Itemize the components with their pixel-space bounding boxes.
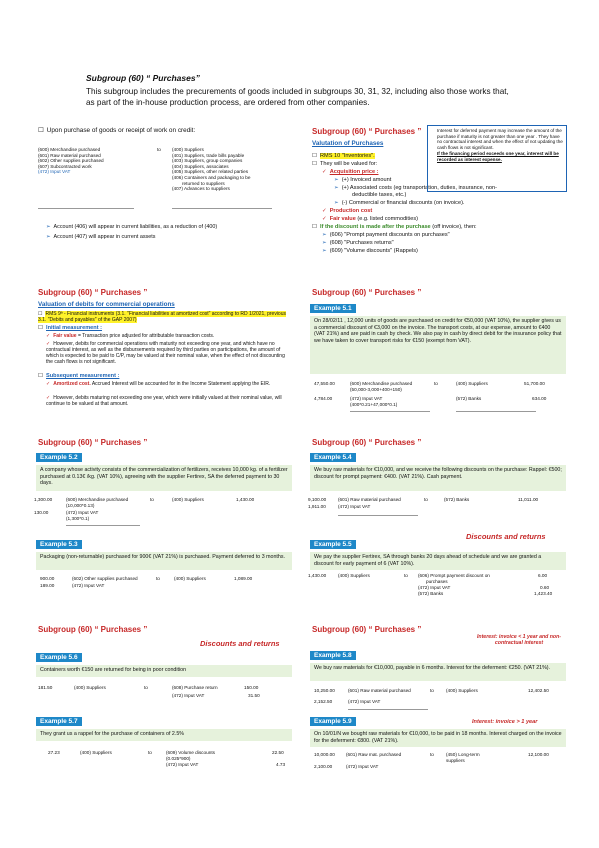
debit-account: (400) Suppliers bbox=[338, 573, 370, 578]
slide-example-5-1 bbox=[306, 285, 568, 413]
to-label: to bbox=[434, 381, 438, 386]
credit-account: (606) Prompt payment discount on bbox=[418, 573, 490, 578]
associated-costs-cont: deductible taxes, etc.) bbox=[352, 192, 407, 198]
invoiced-amount: ➢ (+) Invoiced amount bbox=[334, 177, 391, 184]
note-account-406: ➢ Account (406) will appear in current liabilities, as a reduction of (400) bbox=[46, 224, 217, 231]
example-label: Example 5.7 bbox=[36, 717, 82, 726]
credit-account: (400) Suppliers bbox=[174, 576, 206, 581]
example-label: Example 5.4 bbox=[310, 453, 356, 462]
slide-title: Subgroup (60) “ Purchases ” bbox=[312, 288, 422, 297]
example-text: On 28/02/11 , 12,000 units of goods are purchased on credit for €50,000 (VAT 10%), the supplier gives us a commercial discount of €3,000 on the invoice. The transport costs, at our expense, amount to €400 (VAT 21%) and are paid in cash by check. We also pay in cash by direct debit for the insurance policy that we have taken to cover transport risks for €150 (exempt from VAT). bbox=[310, 316, 566, 374]
example-text: Packaging (non-returnable) purchased for 900€ (VAT 21%) is purchased. Payment deferred to 3 months. bbox=[36, 552, 292, 570]
amount: 9,100.00 bbox=[308, 497, 327, 502]
amount: 10,000.00 bbox=[314, 752, 335, 757]
example-text: We buy raw materials for €10,000, and we receive the following discounts on the purchase: Rappel: €500; discount for prompt payment: €400. (VAT 21%). Cash payment. bbox=[310, 465, 566, 491]
rms-9: ☐ RMS 9ª - Financial instruments (3.1. "Financial liabilities at amortized cost" according to RD 1/2021, previous 3.1. "Debits and payables" of the GAP 2007) bbox=[38, 311, 288, 323]
slide-title: Subgroup (60) “ Purchases ” bbox=[312, 625, 422, 634]
to-label: to bbox=[148, 750, 152, 755]
divider bbox=[66, 525, 140, 526]
credit-amount: 1,430.00 bbox=[236, 497, 255, 502]
amount: 1,300.00 bbox=[34, 497, 53, 502]
initial-measurement: ☐ Initial measurement : bbox=[38, 325, 102, 332]
debit-accounts-list bbox=[38, 147, 104, 175]
divider bbox=[348, 709, 428, 710]
debit-account: (601) Raw material purchased bbox=[338, 497, 401, 502]
credit-account: (472) Input VAT bbox=[172, 693, 205, 698]
credit-account: (404) Suppliers, associates bbox=[172, 163, 229, 169]
credit-amount: 12,100.00 bbox=[528, 752, 549, 757]
section-title: Interest: invoice > 1 year bbox=[472, 719, 538, 725]
amount: 1,430.00 bbox=[308, 573, 327, 578]
example-text: We buy raw materials for €10,000, payable in 6 months. Interest for the deferment: €250. (VAT 21%). bbox=[310, 663, 566, 681]
amount: 4,784.00 bbox=[314, 396, 333, 401]
amount: 900.00 bbox=[40, 576, 55, 581]
credit-amount: 634.00 bbox=[532, 396, 547, 401]
credit-amount: 12,402.50 bbox=[528, 688, 549, 693]
amount: 189.00 bbox=[40, 583, 55, 588]
credit-account: (400) Suppliers bbox=[446, 688, 478, 693]
however2-item: ✓ However, debits maturing not exceeding one year, which were initially valued at their nominal value, will continue to be valued at that amount. bbox=[46, 395, 286, 407]
example-label: Example 5.9 bbox=[310, 717, 356, 726]
example-label: Example 5.5 bbox=[310, 540, 356, 549]
slide-valuation-purchases bbox=[306, 124, 568, 256]
debit-account: (472) Input VAT bbox=[38, 169, 71, 175]
slide-example-5-4-5-5 bbox=[306, 435, 568, 595]
credit-account: (572) Banks bbox=[456, 396, 482, 401]
debit-account: (400) Suppliers bbox=[80, 750, 112, 755]
divider bbox=[38, 208, 134, 209]
credit-accounts-list bbox=[172, 147, 250, 192]
commercial-discounts: ➢ (-) Commercial or financial discounts (on invoice). bbox=[334, 200, 464, 207]
to-label: to bbox=[424, 497, 428, 502]
debit-subcalc: (1,300*0.1) bbox=[66, 516, 90, 521]
divider bbox=[456, 411, 536, 412]
slide-subtitle: Valuation of debits for commercial operations bbox=[38, 301, 175, 308]
debit-account: (472) Input VAT bbox=[72, 583, 105, 588]
credit-account: (405) Suppliers, other related parties bbox=[172, 169, 249, 175]
slide-example-5-6-5-7 bbox=[32, 622, 294, 772]
to-label: to bbox=[144, 685, 148, 690]
debit-subcalc: (400*0.21+47,000*0.1) bbox=[350, 402, 398, 407]
credit-account: purchases bbox=[426, 579, 448, 584]
fair-value: ✓ Fair value (e.g. listed commodities) bbox=[322, 216, 418, 223]
example-label: Example 5.1 bbox=[310, 304, 356, 313]
note-account-407: ➢ Account (407) will appear in current assets bbox=[46, 234, 155, 241]
amount: 181.50 bbox=[38, 685, 53, 690]
to-label: to bbox=[430, 688, 434, 693]
debit-account: (400) Suppliers bbox=[74, 685, 106, 690]
credit-amount: 1,423.40 bbox=[534, 591, 553, 596]
subsequent-measurement: ☐ Subsequent measurement : bbox=[38, 373, 119, 380]
amount: 10,250.00 bbox=[314, 688, 335, 693]
amount: 2,152.50 bbox=[314, 699, 333, 704]
to-label: to bbox=[157, 147, 161, 152]
interest-note-2: If the financing period exceeds one year, interest will be recorded as interest expense. bbox=[437, 150, 559, 162]
rms-10: ☐ RMS 10 "Inventories". bbox=[312, 153, 375, 160]
credit-amount: 6.00 bbox=[538, 573, 548, 578]
section-title: Interest: invoice < 1 year and non-contractual interest bbox=[476, 634, 562, 647]
credit-subcalc: (0.025*900) bbox=[166, 756, 191, 761]
debit-account: (601) Raw material purchased bbox=[38, 152, 101, 158]
credit-account: (450) Long-term bbox=[446, 752, 480, 757]
debit-account: (602) Other supplies purchased bbox=[38, 158, 104, 164]
to-label: to bbox=[404, 573, 408, 578]
divider bbox=[338, 515, 418, 516]
debit-account: (600) Merchandise purchased bbox=[38, 147, 101, 152]
interest-note-1: Interest for deferred payment may increase the amount of the purchase if maturity is not greater than one year . They have no contractual interest and when the effect of not updating the cash flows is not significant. bbox=[437, 128, 563, 151]
page-title: Subgroup (60) “ Purchases” bbox=[86, 73, 200, 83]
credit-amount: 150.00 bbox=[244, 685, 259, 690]
intro-paragraph: This subgroup includes the precurements of goods included in subgroups 30, 31, 32, including also those works that, as part of the in-house production process, are ordered from other companies. bbox=[86, 87, 509, 107]
amount: 47,550.00 bbox=[314, 381, 335, 386]
to-label: to bbox=[430, 752, 434, 757]
divider bbox=[350, 411, 430, 412]
example-text: They grant us a rappel for the purchase of containers of 2.5% bbox=[36, 729, 292, 741]
credit-account: (572) Banks bbox=[418, 591, 444, 596]
debit-account: (601) Raw mat. purchased bbox=[346, 752, 402, 757]
slide-title: Subgroup (60) “ Purchases ” bbox=[312, 438, 422, 447]
production-cost: ✓ Production cost bbox=[322, 208, 372, 215]
discount-606: ➢ (606) "Prompt payment discounts on purchases" bbox=[322, 232, 450, 239]
credit-account: (572) Banks bbox=[444, 497, 470, 502]
slide-title: Subgroup (60) “ Purchases ” bbox=[38, 438, 148, 447]
discount-609: ➢ (609) "Volume discounts" (Rappels) bbox=[322, 248, 418, 255]
amount: 1,911.00 bbox=[308, 504, 326, 509]
slide1-heading: ☐ Upon purchase of goods or receipt of work on credit: bbox=[38, 127, 195, 134]
however-item: ✓ However, debits for commercial operations with maturity not exceeding one year, and which have no contractual interest, as well as the disbursements required by third parties on participations, the amount of which is expected to be paid to C/P, may be valued at their nominal value, when the effect of not discounting the cash flows is not significant. bbox=[46, 341, 286, 365]
to-label: to bbox=[156, 576, 160, 581]
credit-account: (400) Suppliers bbox=[172, 497, 204, 502]
example-text: On 10/01/N we bought raw materials for €10,000, to be paid in 18 months. Interest charged on the invoice for the deferment: €800. (VAT 21%). bbox=[310, 729, 566, 747]
credit-amount: 22.50 bbox=[272, 750, 284, 755]
credit-account: (609) Volume discounts bbox=[166, 750, 215, 755]
example-text: We pay the supplier Fertirex, SA through banks 20 days ahead of schedule and we are granted a discount for early payment of 6 (VAT 10%). bbox=[310, 552, 566, 570]
example-text: A company whose activity consists of the commercialization of fertilizers, receives 10,000 kg. of a fertilizer purchased at 0.13€ /kg. (VAT 10%), agreeing with the supplier Fertirex, SA the deferred payment to 30 days. bbox=[36, 465, 292, 491]
credit-account: (400) Suppliers bbox=[456, 381, 488, 386]
credit-amount: 51,700.00 bbox=[524, 381, 545, 386]
discount-after-purchase: ☐ If the discount is made after the purchase (off invoice), then: bbox=[312, 224, 477, 231]
slide-title: Subgroup (60) “ Purchases ” bbox=[38, 288, 148, 297]
section-title: Discounts and returns bbox=[466, 532, 546, 541]
slide-example-5-8-5-9 bbox=[306, 622, 568, 772]
slide-credit-entries bbox=[32, 124, 294, 252]
section-title: Discounts and returns bbox=[200, 639, 280, 648]
valued-for: ☐ They will be valued for: bbox=[312, 161, 377, 168]
credit-account: (403) Suppliers, group companies bbox=[172, 158, 243, 164]
debit-subcalc: (10,000*0.13) bbox=[66, 503, 95, 508]
debit-account: (472) Input VAT bbox=[66, 510, 99, 515]
acquisition-price: ✓ Acquisition price : bbox=[322, 169, 378, 176]
example-label: Example 5.2 bbox=[36, 453, 82, 462]
credit-amount: 4.73 bbox=[276, 762, 286, 767]
slide-subtitle: Valutation of Purchases bbox=[312, 140, 384, 147]
credit-account: returned to suppliers bbox=[182, 180, 225, 186]
debit-account: (601) Raw material purchased bbox=[348, 688, 411, 693]
slide-example-5-2-5-3 bbox=[32, 435, 294, 595]
debit-account: (607) Subcontracted work bbox=[38, 163, 92, 169]
credit-account: suppliers bbox=[446, 758, 465, 763]
credit-account: (406) Containers and packaging to be bbox=[172, 174, 251, 180]
example-label: Example 5.8 bbox=[310, 651, 356, 660]
amortized-cost-item: ✓ Amortized cost. Accrued Interest will be accounted for in the Income Statement applying the EIR. bbox=[46, 381, 286, 387]
debit-account: (472) Input VAT bbox=[350, 396, 383, 401]
credit-amount: 11,011.00 bbox=[518, 497, 539, 502]
slide-valuation-debits bbox=[32, 285, 294, 413]
debit-account: (472) Input VAT bbox=[338, 504, 371, 509]
credit-amount: 1,089.00 bbox=[234, 576, 253, 581]
debit-account: (600) Merchandise purchased bbox=[350, 381, 413, 386]
credit-account: (407) Advances to suppliers bbox=[172, 186, 230, 192]
slide-title: Subgroup (60) “ Purchases ” bbox=[312, 127, 422, 136]
example-text: Containers worth €150 are returned for being in poor condition bbox=[36, 665, 292, 677]
credit-account: (472) Input VAT bbox=[166, 762, 199, 767]
credit-account: (472) Input VAT bbox=[418, 585, 451, 590]
amount: 2,100.00 bbox=[314, 764, 333, 769]
amount: 130.00 bbox=[34, 510, 49, 515]
slide-title: Subgroup (60) “ Purchases ” bbox=[38, 625, 148, 634]
fair-value-item: ✓ Fair value = Transaction price adjusted for attributable transaction costs. bbox=[46, 333, 214, 340]
example-label: Example 5.6 bbox=[36, 653, 82, 662]
to-label: to bbox=[150, 497, 154, 502]
credit-amount: 31.50 bbox=[248, 693, 260, 698]
credit-account: (401) Suppliers, trade bills payable bbox=[172, 152, 245, 158]
example-label: Example 5.3 bbox=[36, 540, 82, 549]
debit-account: (600) Merchandise purchased bbox=[66, 497, 129, 502]
discount-608: ➢ (608) "Purchases returns" bbox=[322, 240, 394, 247]
debit-account: (602) Other supplies purchased bbox=[72, 576, 138, 581]
credit-amount: 0.60 bbox=[540, 585, 550, 590]
debit-subcalc: (50,000-3,000+400+150) bbox=[350, 387, 402, 392]
interest-note-box bbox=[427, 125, 567, 192]
credit-account: (400) Suppliers bbox=[172, 147, 204, 152]
credit-account: (608) Purchase return bbox=[172, 685, 218, 690]
debit-account: (472) Input VAT bbox=[348, 699, 381, 704]
amount: 27.23 bbox=[48, 750, 60, 755]
debit-account: (472) Input VAT bbox=[346, 764, 379, 769]
associated-costs: ➢ (+) Associated costs (eg transportation, duties, insurance, non- bbox=[334, 185, 497, 192]
divider bbox=[172, 208, 272, 209]
